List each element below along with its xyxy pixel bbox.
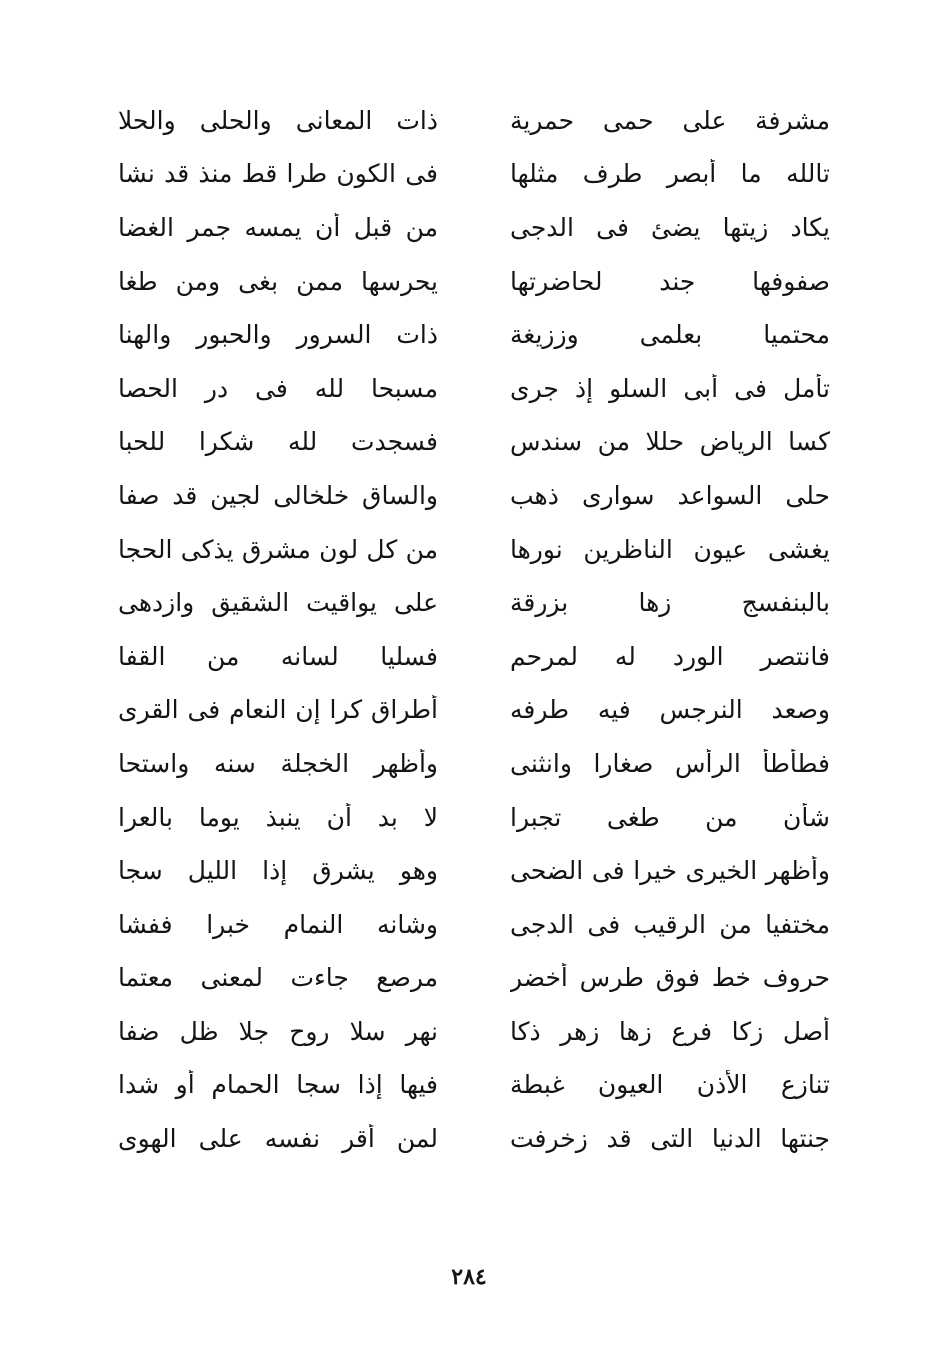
- verse-second-hemistich: فسليا لسانه من القفا: [118, 641, 438, 671]
- verse-second-hemistich: نهر سلا روح جلا ظل ضفا: [118, 1016, 438, 1046]
- verse-second-hemistich: وشانه النمام خبرا ففشا: [118, 909, 438, 939]
- verse-first-hemistich: جنتها الدنيا التى قد زخرفت: [510, 1124, 830, 1154]
- verse-row: [118, 148, 830, 202]
- verse-row: [118, 308, 830, 362]
- verse-row: [118, 737, 830, 791]
- verse-row: [118, 1059, 830, 1113]
- verse-first-hemistich: تالله ما أبصر طرف مثلها: [510, 159, 830, 189]
- verse-row: [118, 416, 830, 470]
- page-number: ٢٨٤: [451, 1264, 487, 1290]
- verse-second-hemistich: مسبحا لله فى در الحصا: [118, 373, 438, 403]
- verse-second-hemistich: يحرسها ممن بغى ومن طغا: [118, 266, 438, 296]
- verse-row: [118, 201, 830, 255]
- verse-row: [118, 630, 830, 684]
- verse-second-hemistich: أطراق كرا إن النعام فى القرى: [118, 695, 438, 725]
- poem-body: [118, 94, 830, 1224]
- verse-first-hemistich: يكاد زيتها يضئ فى الدجى: [510, 212, 830, 242]
- verse-second-hemistich: والساق خلخالى لجين قد صفا: [118, 480, 438, 510]
- verse-second-hemistich: لمن أقر نفسه على الهوى: [118, 1124, 438, 1154]
- verse-row: [118, 1005, 830, 1059]
- verse-first-hemistich: كسا الرياض حللا من سندس: [510, 427, 830, 457]
- verse-first-hemistich: صفوفها جند لحاضرتها: [510, 266, 830, 296]
- verse-second-hemistich: ذات السرور والحبور والهنا: [118, 320, 438, 350]
- verse-row: [118, 791, 830, 845]
- verse-row: [118, 576, 830, 630]
- verse-row: [118, 684, 830, 738]
- verse-row: [118, 1112, 830, 1166]
- verse-second-hemistich: لا بد أن ينبذ يوما بالعرا: [118, 802, 438, 832]
- verse-first-hemistich: يغشى عيون الناظرين نورها: [510, 534, 830, 564]
- verse-row: [118, 844, 830, 898]
- verse-first-hemistich: فطأطأ الرأس صغارا وانثنى: [510, 748, 830, 778]
- verse-row: [118, 952, 830, 1006]
- verse-second-hemistich: فسجدت لله شكرا للحبا: [118, 427, 438, 457]
- verse-row: [118, 523, 830, 577]
- verse-second-hemistich: على يواقيت الشقيق وازدهى: [118, 588, 438, 618]
- verse-first-hemistich: حروف خط فوق طرس أخضر: [510, 963, 830, 993]
- verse-row: [118, 94, 830, 148]
- verse-second-hemistich: وهو يشرق إذا الليل سجا: [118, 856, 438, 886]
- verse-first-hemistich: شأن من طغى تجبرا: [510, 802, 830, 832]
- verse-row: [118, 255, 830, 309]
- verse-first-hemistich: تأمل فى أبى السلو إذ جرى: [510, 373, 830, 403]
- verse-first-hemistich: مختفيا من الرقيب فى الدجى: [510, 909, 830, 939]
- verse-second-hemistich: من قبل أن يمسه جمر الغضا: [118, 212, 438, 242]
- verse-row: [118, 469, 830, 523]
- verse-second-hemistich: وأظهر الخجلة سنه واستحا: [118, 748, 438, 778]
- verse-second-hemistich: فى الكون طرا قط منذ قد نشا: [118, 159, 438, 189]
- verse-second-hemistich: ذات المعانى والحلى والحلا: [118, 105, 438, 135]
- verse-first-hemistich: وصعد النرجس فيه طرفه: [510, 695, 830, 725]
- verse-first-hemistich: بالبنفسج زها بزرقة: [510, 588, 830, 618]
- verse-first-hemistich: محتميا بعلمى وززيغة: [510, 320, 830, 350]
- verse-row: [118, 362, 830, 416]
- verse-first-hemistich: مشرفة على حمى حمرية: [510, 105, 830, 135]
- verse-second-hemistich: من كل لون مشرق يذكى الحجا: [118, 534, 438, 564]
- verse-first-hemistich: أصل زكا فرع زها زهر ذكا: [510, 1016, 830, 1046]
- verse-row: [118, 898, 830, 952]
- verse-first-hemistich: فانتصر الورد له لمرحم: [510, 641, 830, 671]
- verse-second-hemistich: فيها إذا سجا الحمام أو شدا: [118, 1070, 438, 1100]
- verse-first-hemistich: تنازع الأذن العيون غبطة: [510, 1070, 830, 1100]
- verse-second-hemistich: مرصع جاءت لمعنى معتما: [118, 963, 438, 993]
- verse-first-hemistich: حلى السواعد سوارى ذهب: [510, 480, 830, 510]
- verse-first-hemistich: وأظهر الخيرى خيرا فى الضحى: [510, 856, 830, 886]
